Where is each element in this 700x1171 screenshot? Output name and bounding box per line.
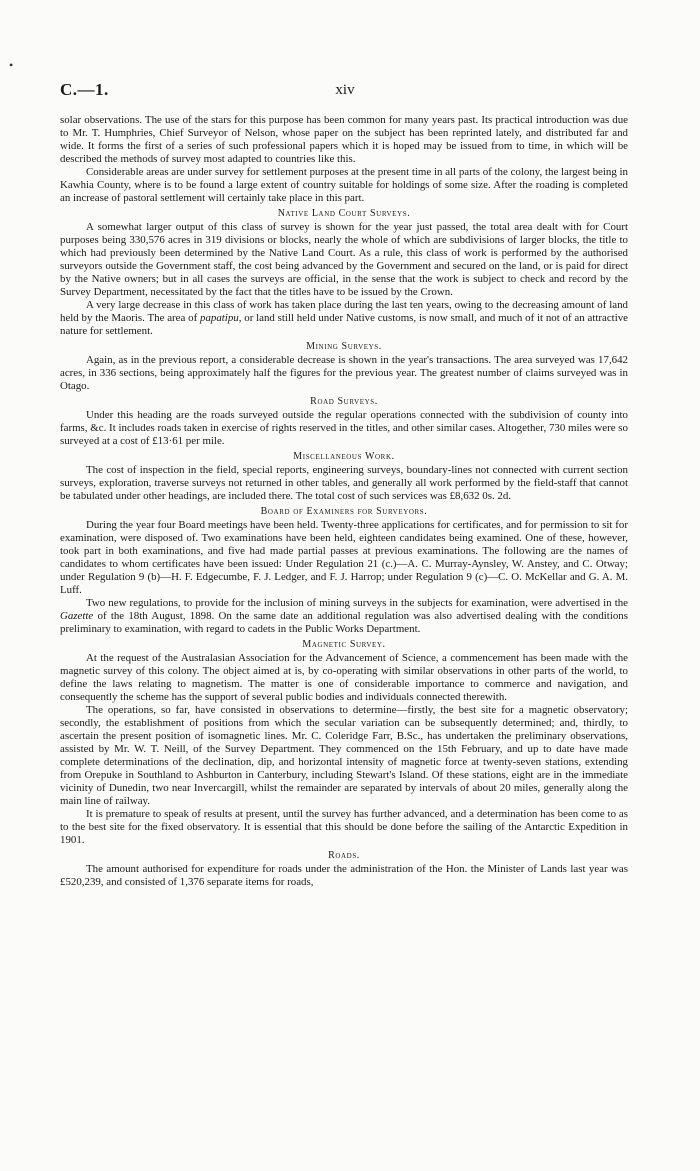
paragraph-miscellaneous-work: The cost of inspection in the field, special reports, engineering surveys, boundary-lines not connected with current section surveys, exploration, traverse surveys not returned in other tables, and generally all work performed by the field-staff that cannot be tabulated under other headings, are included there. The total cost of such services was £8,632 0s. 2d. [60,464,628,502]
paragraph-new-regulations: Two new regulations, to provide for the inclusion of mining surveys in the subjects for examination, were advertised in the Gazette of the 18th August, 1898. On the same date an additional regulation was also advertised dealing with the conditions preliminary to examination, with regard to cadets in the Public Works Department. [60,597,628,635]
paragraph-solar-observations: solar observations. The use of the stars for this purpose has been common for many years past. Its practical introduction was due to Mr. T. Humphries, Chief Surveyor of Nelson, whose paper on the subject has been reprinted lately, and distributed far and wide. It forms the first of a series of such professional papers which it is hoped may be issued from to time, in which will be described the methods of survey most adapted to countries like this. [60,114,628,165]
paragraph-magnetic-results: It is premature to speak of results at present, until the survey has further advanced, and a determination has been come to as to the best site for the fixed observatory. It is essential that this should be done before the sailing of the Antarctic Expedition in 1901. [60,808,628,846]
page-header [60,80,630,102]
paragraph-magnetic-operations: The operations, so far, have consisted in observations to determine—firstly, the best site for a magnetic observatory; secondly, the establishment of positions from which the secular variation can be subsequently determined; and, thirdly, to ascertain the present position of isomagnetic lines. Mr. C. Coleridge Farr, B.Sc., has undertaken the preliminary observations, assisted by Mr. W. T. Neill, of the Survey Department. They commenced on the 15th February, and up to date have made complete determinations of the declination, dip, and horizontal intensity of magnetic force at twenty-seven stations, extending from Orepuke in Southland to Ashburton in Canterbury, including Stewart's Island. Of these stations, eight are in the immediate vicinity of Dunedin, two near Invercargill, whilst the remainder are separated by intervals of about 20 miles, generally along the main line of railway. [60,704,628,807]
paragraph-native-land-output: A somewhat larger output of this class of survey is shown for the year just passed, the total area dealt with for Court purposes being 330,576 acres in 319 divisions or blocks, nearly the whole of which are subdivisions of larger blocks, the title to which had previously been determined by the Native Land Court. As a rule, this class of work is performed by the authorised surveyors outside the Government staff, the cost being advanced by the Government and secured on the land, or is paid for direct by the Native owners; but in all cases the surveys are official, in the sense that the work is subject to check and record by the Survey Department, necessitated by the fact that the titles have to be issued by the Crown. [60,221,628,298]
heading-magnetic-survey: Magnetic Survey. [302,639,386,650]
paragraph-board-meetings: During the year four Board meetings have been held. Twenty-three applications for certificates, and for permission to sit for examination, were disposed of. Two examinations have been held, eighteen candidates being examined. One of these, however, took part in both examinations, and five had made partial passes at previous examinations. The following are the names of candidates to whom certificates have been issued: Under Regulation 21 (c.)—A. C. Murray-Aynsley, W. Anstey, and C. Otway; under Regulation 9 (b)—H. F. Edgecumbe, F. J. Ledger, and F. J. Harrop; under Regulation 9 (c)—C. O. McKellar and G. A. M. Luff. [60,519,628,596]
term-papatipu: papatipu [200,312,239,324]
document-reference: C.—1. [60,80,109,99]
page-number: xiv [335,82,355,98]
paragraph-roads-expenditure: The amount authorised for expenditure for roads under the administration of the Hon. the Minister of Lands last year was £520,239, and consisted of 1,376 separate items for roads, [60,863,628,888]
heading-board-of-examiners: Board of Examiners for Surveyors. [260,506,428,517]
paragraph-mining-surveys: Again, as in the previous report, a considerable decrease is shown in the year's transactions. The area surveyed was 17,642 acres, in 336 sections, being approximately half the figures for the previous year. The greatest number of claims surveyed was in Otago. [60,354,628,392]
report-body [60,114,628,889]
paragraph-magnetic-request: At the request of the Australasian Association for the Advancement of Science, a commencement has been made with the magnetic survey of this colony. The object aimed at is, by co-operating with similar observations in other parts of the world, to define the laws relating to magnetism. The matter is one of considerable importance to commerce and navigation, and consequently the scheme has the support of several public bodies and individuals connected therewith. [60,652,628,703]
paragraph-settlement-surveys: Considerable areas are under survey for settlement purposes at the present time in all parts of the colony, the largest being in Kawhia County, where is to be found a large extent of country suitable for holdings of some size. After the roading is completed an increase of pastoral settlement will certainly take place in this part. [60,166,628,204]
margin-mark: • [9,58,14,72]
heading-miscellaneous-work: Miscellaneous Work. [293,451,395,462]
term-gazette: Gazette [60,610,94,622]
heading-mining-surveys: Mining Surveys. [306,341,382,352]
paragraph-native-land-decrease: A very large decrease in this class of work has taken place during the last ten years, owing to the decreasing amount of land held by the Maoris. The area of papatipu, or land still held under Native customs, is now small, and much of it not of an attractive nature for settlement. [60,299,628,337]
heading-road-surveys: Road Surveys. [310,396,378,407]
heading-native-land-court-surveys: Native Land Court Surveys. [277,208,411,219]
paragraph-road-surveys: Under this heading are the roads surveyed outside the regular operations connected with the subdivision of county into farms, &c. It includes roads taken in exercise of rights reserved in the titles, and other similar cases. Altogether, 730 miles were so surveyed at a cost of £13·61 per mile. [60,409,628,447]
heading-roads: Roads. [328,850,360,861]
